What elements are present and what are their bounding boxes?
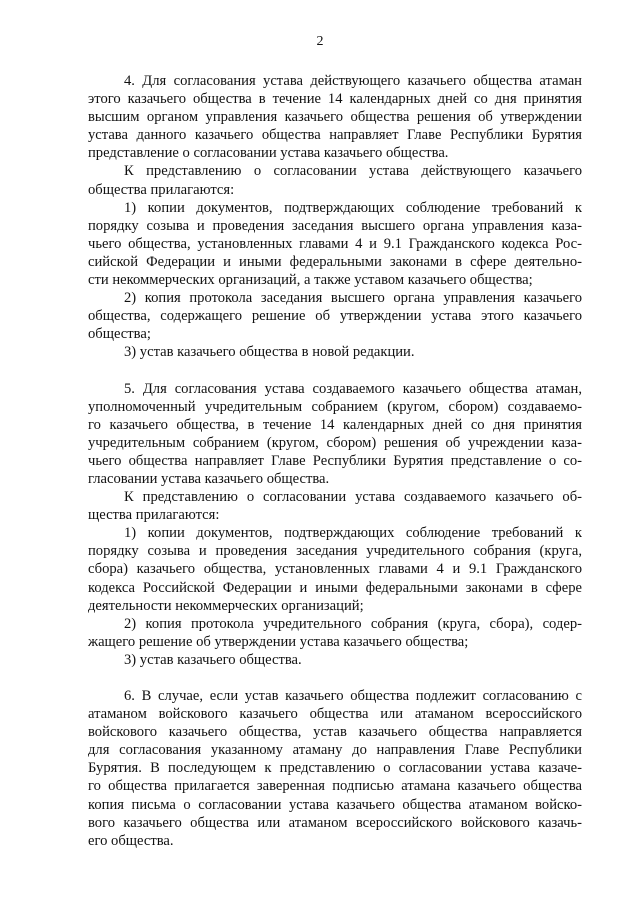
text-line: К представлению о согласовании устава действующего казачьего [124, 163, 582, 180]
page-number: 2 [316, 34, 324, 49]
text-line: 3) устав казачьего общества в новой редакции. [124, 344, 415, 361]
text-line: общества, содержащего решение об утверждении устава этого казачьего [88, 308, 582, 325]
text-line: 5. Для согласования устава создаваемого казачьего общества атаман, [124, 380, 582, 397]
text-line: го казачьего общества, в течение 14 календарных дней со дня принятия [88, 416, 582, 433]
text-line: атаманом войскового казачьего общества или атаманом всероссийского [88, 706, 582, 723]
text-line: 4. Для согласования устава действующего казачьего общества атаман [124, 73, 582, 89]
text-line: го общества прилагается заверенная подписью атамана казачьего общества [88, 778, 582, 795]
text-line: копия письма о согласовании устава казачьего общества атаманом войско- [88, 796, 582, 813]
paragraph [88, 687, 582, 850]
text-line: чьего общества, установленных главами 4 и 9.1 Гражданского кодекса Рос- [88, 235, 582, 252]
text-line: 2) копия протокола учредительного собрания (круга, сбора), содер- [124, 615, 582, 632]
text-line: общества; [88, 326, 151, 343]
text-line: К представлению о согласовании устава создаваемого казачьего об- [124, 489, 582, 506]
paragraph [88, 488, 582, 524]
text-line: для согласования указанному атаману до направления Главе Республики [88, 742, 582, 759]
text-line: общества прилагаются: [88, 181, 235, 198]
text-line: 1) копии документов, подтверждающих соблюдение требований к [124, 525, 582, 542]
text-line: Бурятия. В последующем к представлению о согласовании устава казаче- [88, 760, 582, 777]
text-line: 2) копия протокола заседания высшего органа управления казачьего [124, 290, 582, 307]
paragraph [88, 343, 582, 361]
paragraph [88, 72, 582, 162]
section-gap [88, 362, 582, 380]
paragraph [88, 651, 582, 669]
text-line: учредительным собранием (кругом, сбором) решения об учреждении каза- [88, 434, 582, 451]
text-line: войскового казачьего общества, устав казачьего общества направляется [88, 724, 582, 741]
text-line: 6. В случае, если устав казачьего общества подлежит согласованию с [124, 688, 582, 704]
paragraph [88, 524, 582, 614]
text-line: гласовании устава казачьего общества. [88, 470, 330, 487]
text-line: чьего общества направляет Главе Республики Бурятия представление о со- [88, 452, 582, 469]
text-line: 3) устав казачьего общества. [124, 651, 302, 668]
text-line: кодекса Российской Федерации и иными федеральными законами в сфере [88, 579, 582, 596]
text-line: высшим органом управления казачьего общества решения об утверждении [88, 109, 582, 126]
paragraph [88, 162, 582, 198]
text-line: сти некоммерческих организаций, а также уставом казачьего общества; [88, 272, 533, 289]
document-body [88, 72, 582, 850]
text-line: порядку созыва и проведения заседания учредительного собрания (круга, [88, 543, 582, 560]
text-line: сийской Федерации и иными федеральными законами в сфере деятельно- [88, 253, 582, 270]
section-2 [88, 380, 582, 670]
section-3 [88, 687, 582, 850]
text-line: представление о согласовании устава казачьего общества. [88, 145, 449, 162]
section-1 [88, 72, 582, 362]
text-line: жащего решение об утверждении устава казачьего общества; [88, 633, 469, 650]
text-line: его общества. [88, 832, 174, 849]
text-line: сбора) казачьего общества, установленных главами 4 и 9.1 Гражданского [88, 561, 582, 578]
text-line: уполномоченный учредительным собранием (кругом, сбором) создаваемо- [88, 398, 582, 415]
section-gap [88, 669, 582, 687]
text-line: этого казачьего общества в течение 14 календарных дней со дня принятия [88, 91, 582, 108]
paragraph [88, 615, 582, 651]
text-line: порядку созыва и проведения заседания высшего органа управления каза- [88, 217, 582, 234]
text-line: щества прилагаются: [88, 507, 220, 524]
paragraph [88, 199, 582, 289]
paragraph [88, 289, 582, 343]
text-line: вого казачьего общества или атаманом всероссийского войскового казачь- [88, 814, 582, 831]
text-line: 1) копии документов, подтверждающих соблюдение требований к [124, 199, 582, 216]
text-line: устава данного казачьего общества направляет Главе Республики Бурятия [88, 127, 582, 144]
text-line: деятельности некоммерческих организаций; [88, 597, 364, 614]
paragraph [88, 380, 582, 489]
